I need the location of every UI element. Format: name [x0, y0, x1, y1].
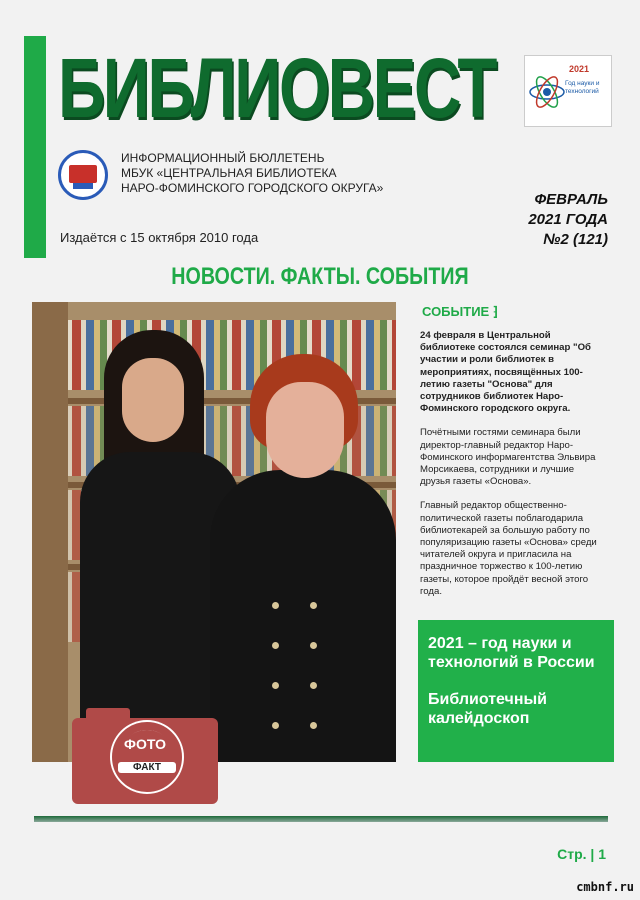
masthead-title: БИБЛИОВЕСТ: [58, 41, 496, 135]
book-icon: [69, 165, 97, 183]
library-logo: [58, 150, 108, 200]
issue-date-block: [528, 190, 608, 250]
org-line-3: НАРО-ФОМИНСКОГО ГОРОДСКОГО ОКРУГА»: [121, 181, 384, 195]
contents-heading-kaleidoscope[interactable]: Библиотечный калейдоскоп: [428, 691, 547, 727]
event-photo: [32, 302, 396, 762]
organization-info: [121, 151, 383, 196]
issue-month: ФЕВРАЛЬ: [534, 191, 608, 208]
green-accent-bar: [24, 36, 46, 258]
watermark: cmbnf.ru: [576, 880, 634, 894]
contents-box: [418, 620, 614, 762]
year-of-science-logo: [524, 55, 612, 127]
footer-divider: [34, 816, 608, 822]
org-line-1: ИНФОРМАЦИОННЫЙ БЮЛЛЕТЕНЬ: [121, 151, 325, 165]
issue-year: 2021 ГОДА: [528, 211, 608, 228]
contents-heading-science-year[interactable]: 2021 – год науки и технологий в России: [428, 635, 595, 671]
year-logo-text: Год науки и технологий: [565, 80, 600, 95]
photo-fact-camera-icon: [72, 708, 218, 804]
org-line-2: МБУК «ЦЕНТРАЛЬНАЯ БИБЛИОТЕКА: [121, 166, 337, 180]
page-number: Стр. | 1: [557, 846, 606, 862]
event-paragraph-2: Почётными гостями семинара были директор-главный редактор Наро-Фоминского информагентства Эльвира Морсикаева, сотрудники и лучшие друзья газеты «Основа».: [420, 427, 596, 488]
issue-number: №2 (121): [543, 231, 608, 248]
event-article: [420, 330, 606, 610]
event-label: СОБЫТИЕ ⁆: [422, 304, 498, 319]
event-paragraph-3: Главный редактор общественно-политической газеты поблагодарила библиотекарей за большую работу по популяризацию газеты «Основа» среди читателей округа и пригласила на праздничное торжество к 100-летию газеты, которое пройдёт весной этого года.: [420, 500, 597, 597]
camera-fakt-label: ФАКТ: [118, 762, 176, 773]
published-since: Издаётся с 15 октября 2010 года: [60, 230, 259, 245]
event-lead-paragraph: 24 февраля в Центральной библиотеке состоялся семинар "Об участии и роли библиотек в мероприятиях, посвящённых 100-летию газеты "Основа" для сотрудников библиотек Наро-Фоминского городского округа.: [420, 330, 591, 415]
atom-icon: [527, 62, 567, 122]
year-logo-year: 2021: [569, 64, 590, 74]
section-title: НОВОСТИ. ФАКТЫ. СОБЫТИЯ: [171, 263, 469, 290]
camera-foto-label: ФОТО: [124, 736, 166, 752]
